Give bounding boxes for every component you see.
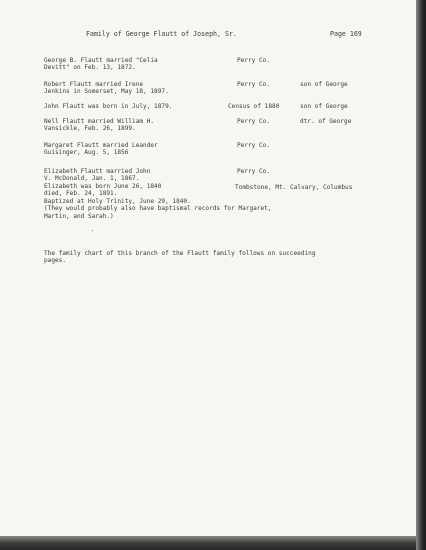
stray-mark — [92, 230, 93, 231]
entry-place: Census of 1880 — [228, 103, 280, 110]
scan-edge-bottom — [0, 536, 416, 550]
entry-place: Perry Co. — [237, 142, 271, 149]
page-number: Page 169 — [330, 30, 362, 38]
entry-text: George B. Flautt married "Celia Devitt" on Feb. 13, 1872. — [44, 57, 158, 72]
entry-place: Perry Co. — [237, 81, 271, 88]
elizabeth-tombstone: Tombstone, Mt. Calvary, Columbus — [235, 184, 353, 191]
entry-relation: son of George — [300, 103, 348, 110]
baptism-note: Baptized at Holy Trinity, June 29, 1840. (They would probably also have baptismal records for Margaret, Martin, and Sarah.) — [44, 198, 272, 220]
entry-text: Nell Flautt married William H. Vansickle, Feb. 26, 1899. — [44, 118, 155, 133]
entry-text: Robert Flautt married Irene Jenkins in Somerset, May 18, 1897. — [44, 81, 169, 96]
entry-place: Perry Co. — [237, 118, 271, 125]
elizabeth-birth: Elizabeth was born June 26, 1840 — [44, 183, 162, 190]
entry-relation: son of George — [300, 81, 348, 88]
entry-text: Margaret Flautt married Leander Guisinger, Aug. 5, 1856 — [44, 142, 158, 157]
entry-place: Perry Co. — [237, 57, 271, 64]
entry-text: Elizabeth Flautt married John V. McDonald, Jan. 1, 1867. — [44, 168, 151, 183]
entry-relation: dtr. of George — [300, 118, 352, 125]
elizabeth-died: died, Feb. 24, 1891. — [44, 190, 118, 197]
scan-edge-right — [416, 0, 426, 550]
page-title: Family of George Flautt of Joseph, Sr. — [86, 30, 237, 38]
entry-text: John Flautt was born in July, 1879. — [44, 103, 173, 110]
closing-paragraph: The family chart of this branch of the Flautt family follows on succeeding pages. — [44, 250, 316, 265]
entry-place: Perry Co. — [237, 168, 271, 175]
